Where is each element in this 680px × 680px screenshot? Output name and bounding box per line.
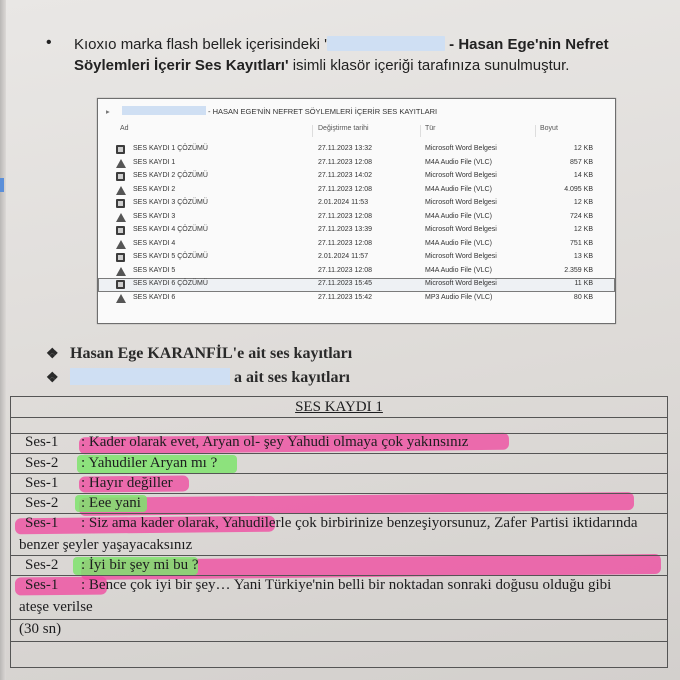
transcript-line [25, 475, 173, 492]
heading-1 [46, 345, 352, 363]
intro-text [74, 34, 656, 76]
file-date: 2.01.2024 11:57 [318, 253, 369, 261]
table-rule [11, 417, 667, 418]
utterance-text: (30 sn) [19, 621, 62, 637]
file-name: SES KAYDI 2 ÇÖZÜMÜ [133, 172, 208, 180]
file-name: SES KAYDI 1 ÇÖZÜMÜ [133, 145, 208, 152]
file-date: 2.01.2024 11:53 [318, 199, 369, 207]
intro-paragraph [46, 34, 656, 76]
utterance-text: benzer şeyler yaşayacaksınız [19, 537, 193, 553]
transcript-line [25, 434, 468, 451]
speaker-label: Ses-1 [25, 577, 59, 593]
file-row[interactable] [98, 157, 615, 171]
transcript-line [25, 495, 141, 512]
speaker-label: Ses-1 [25, 475, 59, 491]
word-doc-icon [116, 226, 125, 235]
file-row[interactable] [98, 211, 615, 225]
vlc-icon [116, 240, 126, 249]
utterance-text: : İyi bir şey mi bu ? [81, 557, 199, 573]
file-name: SES KAYDI 3 ÇÖZÜMÜ [133, 199, 208, 207]
transcript-line [25, 515, 638, 532]
word-doc-icon [116, 280, 125, 289]
file-name: SES KAYDI 6 [133, 294, 176, 302]
file-date: 27.11.2023 12:08 [318, 212, 372, 220]
file-row[interactable] [98, 170, 615, 184]
file-name: SES KAYDI 4 ÇÖZÜMÜ [133, 226, 208, 234]
address-bar[interactable] [106, 105, 605, 119]
file-explorer-window [97, 98, 616, 324]
speaker-label: Ses-1 [25, 434, 59, 450]
file-type: Microsoft Word Belgesi [425, 172, 497, 180]
transcript-line [25, 577, 611, 594]
redaction-box [122, 106, 206, 115]
redaction-box [70, 368, 230, 385]
heading-2 [46, 368, 350, 387]
file-type: M4A Audio File (VLC) [425, 266, 492, 274]
file-size: 12 KB [573, 226, 593, 234]
file-row[interactable] [98, 224, 615, 238]
vlc-icon [116, 159, 126, 168]
file-row[interactable] [98, 197, 615, 211]
table-rule [11, 575, 667, 576]
file-row[interactable] [98, 184, 615, 198]
file-size: 80 KB [573, 294, 593, 302]
file-size: 14 KB [573, 172, 593, 180]
file-name: SES KAYDI 4 [133, 239, 176, 247]
file-size: 751 KB [570, 239, 593, 247]
file-type: Microsoft Word Belgesi [425, 253, 497, 261]
file-row[interactable] [98, 292, 615, 306]
transcript-table [10, 396, 668, 668]
vlc-icon [116, 186, 126, 195]
folder-nav-icon[interactable]: ▸ [106, 107, 110, 116]
transcript-line [25, 557, 198, 574]
table-rule [11, 453, 667, 454]
file-date: 27.11.2023 12:08 [318, 158, 372, 166]
intro-rest: isimli klasör içeriği tarafınıza sunulmuştur. [288, 57, 570, 74]
file-name: SES KAYDI 6 ÇÖZÜMÜ [133, 280, 208, 288]
word-doc-icon [116, 253, 125, 262]
column-type[interactable]: Tür [425, 125, 436, 132]
file-row[interactable] [98, 251, 615, 265]
file-name: SES KAYDI 2 [133, 185, 176, 193]
table-rule [11, 473, 667, 474]
file-date: 27.11.2023 13:32 [318, 145, 372, 152]
intro-bold-1: - Hasan Ege'nin Nefret [449, 36, 609, 53]
file-date: 27.11.2023 15:42 [318, 294, 372, 302]
redaction-box [327, 36, 445, 51]
utterance-text: : Hayır değiller [81, 475, 173, 491]
file-size: 12 KB [573, 145, 593, 152]
file-size: 857 KB [570, 158, 593, 166]
diamond-bullet-icon: ❖ [46, 371, 59, 386]
file-name: SES KAYDI 5 [133, 266, 176, 274]
speaker-label: Ses-2 [25, 495, 59, 511]
utterance-text: : Siz ama kader olarak, Yahudilerle çok birbirinize benzeşiyorsunuz, Zafer Partisi iktidarında [81, 515, 638, 531]
utterance-text: : Yahudiler Aryan mı ? [81, 455, 218, 471]
utterance-text: : Kader olarak evet, Aryan ol- şey Yahudi olmaya çok yakınsınız [81, 434, 469, 450]
file-type: M4A Audio File (VLC) [425, 185, 492, 193]
column-divider [535, 125, 536, 137]
intro-line1: Kıoxıo marka flash bellek içerisindeki ' [74, 36, 327, 53]
file-row[interactable] [98, 143, 615, 157]
word-doc-icon [116, 172, 125, 181]
file-date: 27.11.2023 14:02 [318, 172, 372, 180]
word-doc-icon [116, 145, 125, 154]
file-date: 27.11.2023 12:08 [318, 185, 372, 193]
file-date: 27.11.2023 13:39 [318, 226, 372, 234]
file-list [98, 143, 615, 306]
table-rule [11, 641, 667, 642]
file-name: SES KAYDI 5 ÇÖZÜMÜ [133, 253, 208, 261]
transcript-title: SES KAYDI 1 [295, 399, 383, 415]
transcript-line [25, 455, 217, 472]
file-type: M4A Audio File (VLC) [425, 212, 492, 220]
column-divider [312, 125, 313, 137]
diamond-bullet-icon: ❖ [46, 347, 59, 362]
page-edge [0, 0, 6, 680]
table-rule [11, 555, 667, 556]
file-size: 13 KB [573, 253, 593, 261]
file-type: Microsoft Word Belgesi [425, 280, 497, 288]
file-row[interactable] [98, 238, 615, 252]
file-type: Microsoft Word Belgesi [425, 226, 497, 234]
file-row[interactable] [98, 278, 615, 292]
vlc-icon [116, 267, 126, 276]
vlc-icon [116, 294, 126, 303]
column-divider [420, 125, 421, 137]
file-row[interactable] [98, 265, 615, 279]
speaker-label: Ses-2 [25, 455, 59, 471]
utterance-text: ateşe verilse [19, 599, 93, 615]
bullet: • [46, 34, 52, 51]
utterance-text: : Eee yani [81, 495, 141, 511]
margin-mark [0, 178, 4, 192]
folder-path: - HASAN EGE'NİN NEFRET SÖYLEMLERİ İÇERİR SES KAYITLARI [208, 107, 438, 116]
file-name: SES KAYDI 1 [133, 158, 176, 166]
file-type: M4A Audio File (VLC) [425, 158, 492, 166]
heading-1-text: Hasan Ege KARANFİL'e ait ses kayıtları [70, 345, 353, 362]
file-date: 27.11.2023 12:08 [318, 239, 372, 247]
file-size: 724 KB [570, 212, 593, 220]
column-size[interactable]: Boyut [540, 125, 558, 132]
column-headers [98, 125, 615, 137]
word-doc-icon [116, 199, 125, 208]
heading-2-text: a ait ses kayıtları [234, 369, 350, 386]
file-name: SES KAYDI 3 [133, 212, 176, 220]
transcript-line [19, 621, 61, 638]
file-size: 12 KB [573, 199, 593, 207]
transcript-line [19, 537, 192, 554]
speaker-label: Ses-2 [25, 557, 59, 573]
column-date[interactable]: Değiştirme tarihi [318, 125, 369, 132]
intro-bold-2: Söylemleri İçerir Ses Kayıtları' [74, 57, 289, 74]
file-size: 4.095 KB [564, 185, 593, 193]
speaker-label: Ses-1 [25, 515, 59, 531]
table-rule [11, 493, 667, 494]
file-type: Microsoft Word Belgesi [425, 199, 497, 207]
utterance-text: : Bence çok iyi bir şey… Yani Türkiye'nin belli bir noktadan sonraki doğusu olduğu gibi [81, 577, 612, 593]
file-type: M4A Audio File (VLC) [425, 239, 492, 247]
file-date: 27.11.2023 12:08 [318, 266, 372, 274]
file-type: MP3 Audio File (VLC) [425, 294, 493, 302]
column-name[interactable]: Ad [120, 125, 129, 132]
transcript-line [19, 599, 93, 616]
table-rule [11, 513, 667, 514]
table-rule [11, 619, 667, 620]
file-date: 27.11.2023 15:45 [318, 280, 372, 288]
file-type: Microsoft Word Belgesi [425, 145, 497, 152]
vlc-icon [116, 213, 126, 222]
file-size: 11 KB [574, 280, 593, 288]
file-size: 2.359 KB [564, 266, 593, 274]
